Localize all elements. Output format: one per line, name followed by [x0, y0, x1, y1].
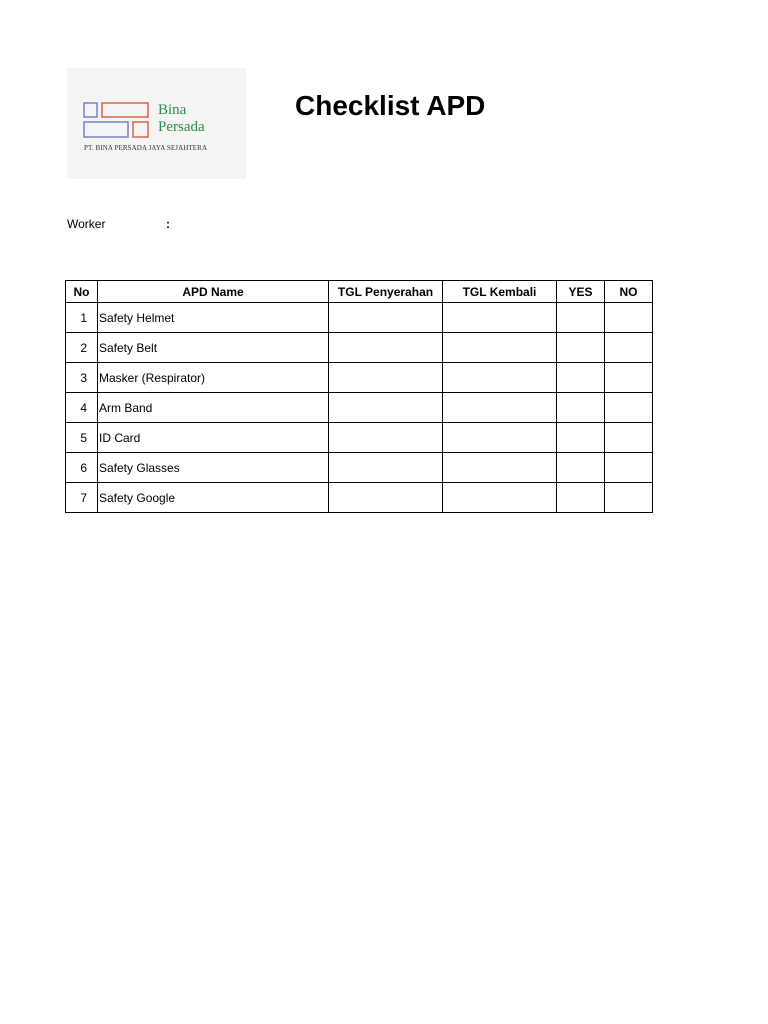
header-apd-name: APD Name — [98, 281, 329, 303]
tgl-penyerahan-cell[interactable] — [329, 453, 443, 483]
yes-check-cell[interactable] — [557, 303, 605, 333]
page-title: Checklist APD — [295, 90, 486, 121]
header-no-check: NO — [605, 281, 653, 303]
yes-check-cell[interactable] — [557, 333, 605, 363]
tgl-penyerahan-cell[interactable] — [329, 363, 443, 393]
apd-name-cell: Safety Belt — [98, 333, 329, 363]
yes-check-cell[interactable] — [557, 393, 605, 423]
table-header-row — [66, 281, 653, 303]
no-check-cell[interactable] — [605, 453, 653, 483]
tgl-penyerahan-cell[interactable] — [329, 333, 443, 363]
row-number: 6 — [66, 453, 98, 483]
tgl-kembali-cell[interactable] — [443, 453, 557, 483]
apd-name-cell: Safety Helmet — [98, 303, 329, 333]
row-number: 2 — [66, 333, 98, 363]
no-check-cell[interactable] — [605, 483, 653, 513]
worker-colon: : — [166, 217, 170, 231]
logo-company-name: PT. BINA PERSADA JAYA SEJAHTERA — [84, 144, 208, 152]
row-number: 5 — [66, 423, 98, 453]
row-number: 1 — [66, 303, 98, 333]
logo-bricks-icon — [83, 101, 149, 139]
tgl-kembali-cell[interactable] — [443, 303, 557, 333]
table-row — [66, 303, 653, 333]
no-check-cell[interactable] — [605, 333, 653, 363]
header-yes: YES — [557, 281, 605, 303]
no-check-cell[interactable] — [605, 393, 653, 423]
apd-checklist-table — [65, 280, 653, 513]
no-check-cell[interactable] — [605, 303, 653, 333]
table-row — [66, 393, 653, 423]
table-row — [66, 483, 653, 513]
tgl-penyerahan-cell[interactable] — [329, 393, 443, 423]
header-tgl-kembali: TGL Kembali — [443, 281, 557, 303]
yes-check-cell[interactable] — [557, 363, 605, 393]
logo-name — [158, 102, 205, 136]
apd-name-cell: Arm Band — [98, 393, 329, 423]
yes-check-cell[interactable] — [557, 483, 605, 513]
worker-label: Worker — [67, 217, 106, 231]
tgl-kembali-cell[interactable] — [443, 363, 557, 393]
row-number: 7 — [66, 483, 98, 513]
header-no: No — [66, 281, 98, 303]
tgl-kembali-cell[interactable] — [443, 393, 557, 423]
logo-name-line2: Persada — [158, 119, 205, 135]
table-row — [66, 423, 653, 453]
apd-name-cell: Safety Glasses — [98, 453, 329, 483]
table-row — [66, 333, 653, 363]
row-number: 3 — [66, 363, 98, 393]
tgl-penyerahan-cell[interactable] — [329, 423, 443, 453]
apd-name-cell: Safety Google — [98, 483, 329, 513]
tgl-kembali-cell[interactable] — [443, 333, 557, 363]
tgl-kembali-cell[interactable] — [443, 423, 557, 453]
tgl-kembali-cell[interactable] — [443, 483, 557, 513]
yes-check-cell[interactable] — [557, 453, 605, 483]
logo-name-line1: Bina — [158, 102, 187, 118]
table-row — [66, 363, 653, 393]
apd-name-cell: ID Card — [98, 423, 329, 453]
tgl-penyerahan-cell[interactable] — [329, 483, 443, 513]
no-check-cell[interactable] — [605, 423, 653, 453]
company-logo — [67, 68, 246, 179]
header-tgl-penyerahan: TGL Penyerahan — [329, 281, 443, 303]
tgl-penyerahan-cell[interactable] — [329, 303, 443, 333]
table-row — [66, 453, 653, 483]
yes-check-cell[interactable] — [557, 423, 605, 453]
no-check-cell[interactable] — [605, 363, 653, 393]
apd-name-cell: Masker (Respirator) — [98, 363, 329, 393]
row-number: 4 — [66, 393, 98, 423]
